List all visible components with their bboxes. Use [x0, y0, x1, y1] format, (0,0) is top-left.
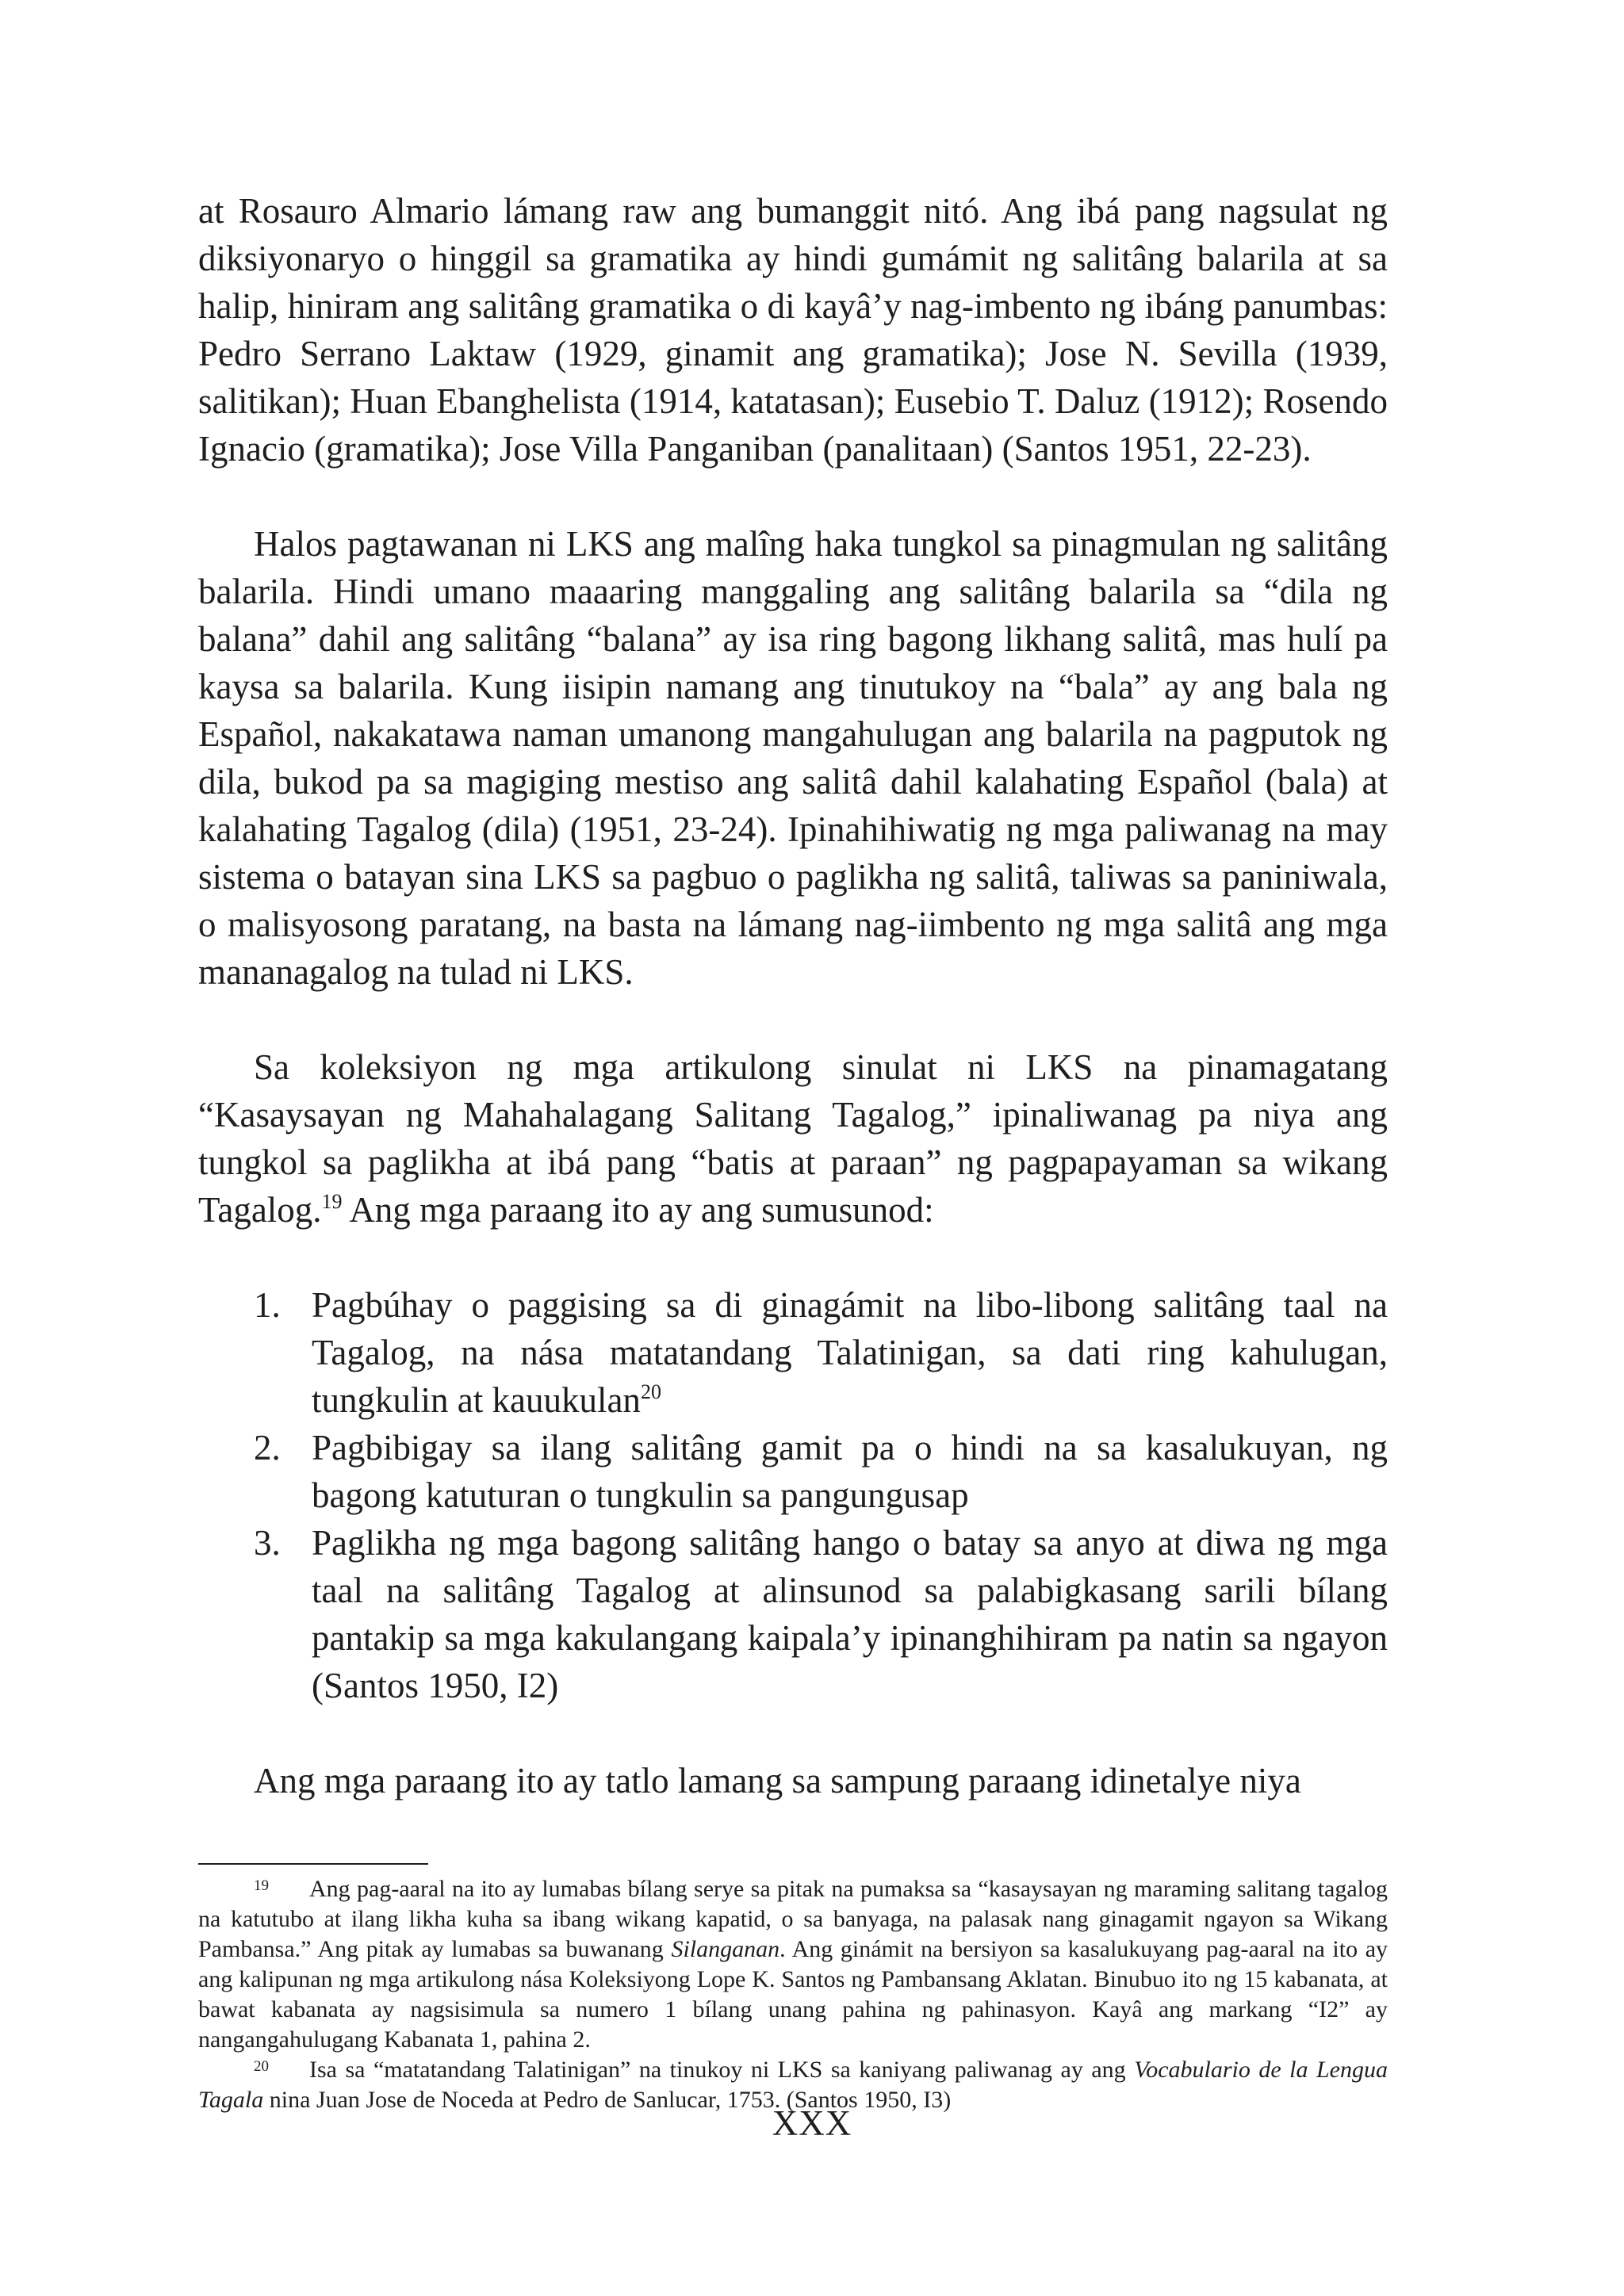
page-number: XXX — [772, 2103, 852, 2143]
list-item — [198, 1424, 1388, 1519]
list-item-number: 2. — [254, 1428, 281, 1468]
footnote-italic-title: Vocabulario de la Lengua Tagala — [198, 2057, 1388, 2113]
paragraph-sampung-paraan: Ang mga paraang ito ay tatlo lamang sa sampung paraang idinetalye niya — [254, 1761, 1301, 1800]
footnote-number: 20 — [254, 2058, 269, 2075]
footnote-19 — [198, 1874, 1388, 2055]
footnote-italic-title: Silanganan — [671, 1936, 780, 1962]
paragraph-continued: at Rosauro Almario lámang raw ang bumanggit nitó. Ang ibá pang nagsulat ng diksiyonaryo o hinggil sa gramatika ay hindi gumámit ng salitâng balarila at sa halip, hiniram ang salitâng gramatika o di kayâ’y nag-imbento ng ibáng panumbas: Pedro Serrano Laktaw (1929, ginamit ang gramatika); Jose N. Sevilla (1939, salitikan); Huan Ebanghelista (1914, katatasan); Eusebio T. Daluz (1912); Rosendo Ignacio (gramatika); Jose Villa Panganiban (panalitaan) (Santos 1951, 22-23). — [198, 191, 1388, 469]
footnote-text: nina Juan Jose de Noceda at Pedro de Sanlucar, 1753. (Santos 1950, I3) — [263, 2087, 952, 2113]
footnote-text: Ang pag-aaral na ito ay lumabas bílang serye sa pitak na pumaksa sa “kasaysayan ng maraming salitang tagalog na katutubo at ilang likha kuha sa ibang wikang kapatid, o sa banyaga, na palasak nang ginagamit ngayon sa Wikang Pambansa.” Ang pitak ay lumabas sa buwanang — [198, 1876, 1388, 1962]
list-item-text: Paglikha ng mga bagong salitâng hango o batay sa anyo at diwa ng mga taal na salitâng Tagalog at alinsunod sa palabigkasang sarili bílang pantakip sa mga kakulangang kaipala’y ipinanghihiram pa natin sa ngayon (Santos 1950, I2) — [312, 1523, 1388, 1705]
footnote-ref-19[interactable]: 19 — [321, 1190, 343, 1213]
list-item-number: 1. — [254, 1285, 281, 1325]
footnote-number: 19 — [254, 1877, 269, 1894]
footnote-ref-20[interactable]: 20 — [640, 1380, 661, 1403]
paragraph-koleksiyon — [198, 1043, 1388, 1234]
list-item-number: 3. — [254, 1523, 281, 1563]
list-item — [198, 1281, 1388, 1424]
list-item-text: Pagbibigay sa ilang salitâng gamit pa o hindi na sa kasalukuyan, ng bagong katuturan o tungkulin sa pangungusap — [312, 1428, 1388, 1515]
footnotes — [198, 1874, 1388, 2115]
methods-list — [198, 1281, 1388, 1709]
page-body — [198, 187, 1388, 1804]
paragraph-balarila: Halos pagtawanan ni LKS ang malîng haka tungkol sa pinagmulan ng salitâng balarila. Hindi umano maaaring manggaling ang salitâng balarila sa “dila ng balana” dahil ang salitâng “balana” ay isa ring bagong likhang salitâ, mas hulí pa kaysa sa balarila. Kung iisipin namang ang tinutukoy na “bala” ay ang bala ng Español, nakakatawa naman umanong mangahulugan ang balarila na pagputok ng dila, bukod pa sa magiging mestiso ang salitâ dahil kalahating Español (bala) at kalahating Tagalog (dila) (1951, 23-24). Ipinahihiwatig ng mga paliwanag na may sistema o batayan sina LKS sa pagbuo o paglikha ng salitâ, taliwas sa paniniwala, o malisyosong paratang, na basta na lámang nag-iimbento ng mga salitâ ang mga mananagalog na tulad ni LKS. — [198, 524, 1388, 992]
list-item-text: Pagbúhay o paggising sa di ginagámit na libo-libong salitâng taal na Tagalog, na nása matatandang Talatinigan, sa dati ring kahulugan, tungkulin at kauukulan — [312, 1285, 1388, 1420]
footnote-divider — [198, 1863, 428, 1865]
paragraph-koleksiyon-tail: Ang mga paraang ito ay ang sumusunod: — [342, 1190, 934, 1230]
footnote-text: . Ang ginámit na bersiyon sa kasalukuyang pag-aaral na ito ay ang kalipunan ng mga artikulong nása Koleksiyong Lope K. Santos ng Pambansang Aklatan. Binubuo ito ng 15 kabanata, at bawat kabanata ay nagsisimula sa numero 1 bílang unang pahina ng pahinasyon. Kayâ ang markang “I2” ay nangangahulugang Kabanata 1, pahina 2. — [198, 1936, 1388, 2053]
list-item — [198, 1519, 1388, 1709]
paragraph-koleksiyon-text: Sa koleksiyon ng mga artikulong sinulat ni LKS na pinamagatang “Kasaysayan ng Mahahalagang Salitang Tagalog,” ipinaliwanag pa niya ang tungkol sa paglikha at ibá pang “batis at paraan” ng pagpapayaman sa wikang Tagalog. — [198, 1047, 1388, 1230]
footnote-text: Isa sa “matatandang Talatinigan” na tinukoy ni LKS sa kaniyang paliwanag ay ang — [309, 2057, 1135, 2083]
